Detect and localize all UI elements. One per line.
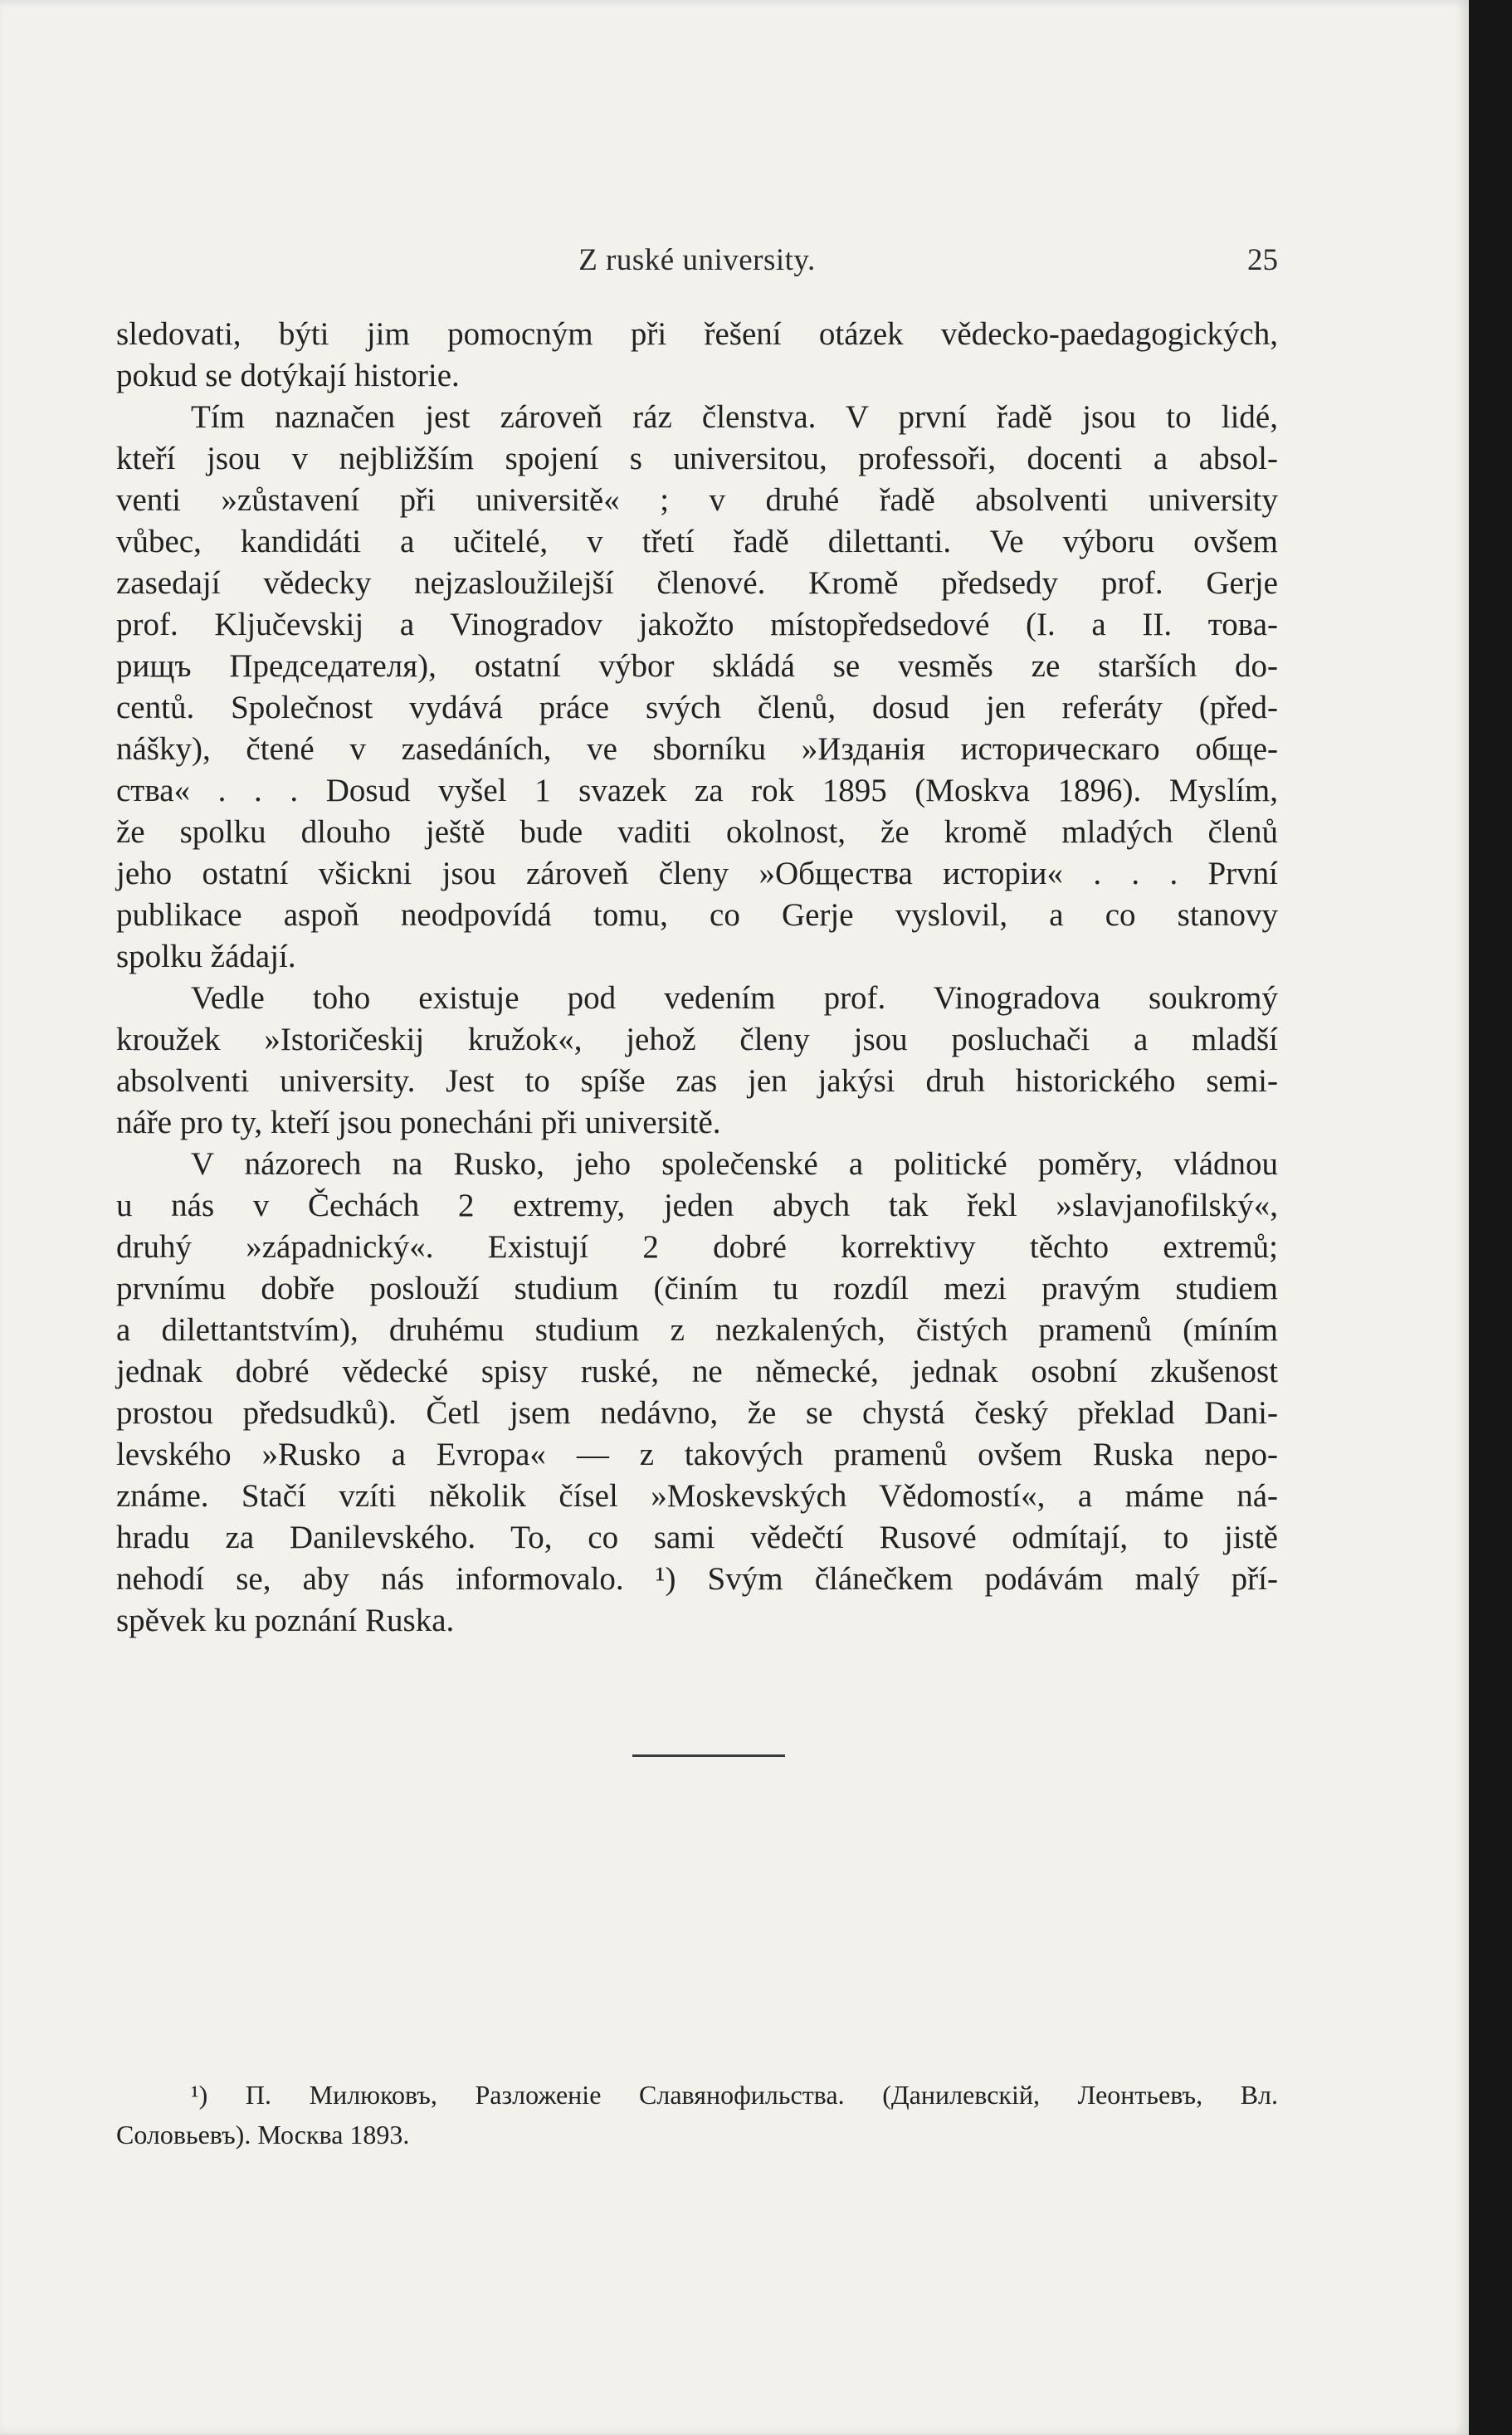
footnote <box>116 2075 1278 2154</box>
body-line-2: pokud se dotýkají historie. <box>116 358 460 393</box>
body-line-25: a dilettantstvím), druhému studium z nezkalených, čistých pramenů (míním <box>116 1312 1278 1348</box>
body-line-31: nehodí se, aby nás informovalo. ¹) Svým článečkem podávám malý pří- <box>116 1561 1278 1597</box>
body-line-8: prof. Ključevskij a Vinogradov jakožto místopředsedové (I. a II. това- <box>116 607 1278 642</box>
body-line-19: absolventi university. Jest to spíše zas jen jakýsi druh historického semi- <box>116 1063 1278 1099</box>
body-line-6: vůbec, kandidáti a učitelé, v třetí řadě dilettanti. Ve výboru ovšem <box>116 524 1278 559</box>
body-line-3: Tím naznačen jest zároveň ráz členstva. V první řadě jsou to lidé, <box>191 399 1278 435</box>
page-number: 25 <box>1247 243 1278 277</box>
body-line-18: kroužek »Istoričeskij kružok«, jehož členy jsou posluchači a mladší <box>116 1022 1278 1057</box>
body-line-21: V názorech na Rusko, jeho společenské a politické poměry, vládnou <box>191 1146 1278 1182</box>
body-line-12: ства« . . . Dosud vyšel 1 svazek za rok 1895 (Moskva 1896). Myslím, <box>116 773 1278 808</box>
running-head-title: Z ruské university. <box>578 243 816 277</box>
body-line-4: kteří jsou v nejbližším spojení s universitou, professoři, docenti a absol- <box>116 441 1278 476</box>
body-line-28: levského »Rusko a Evropa« — z takových pramenů ovšem Ruska nepo- <box>116 1437 1278 1472</box>
body-line-17: Vedle toho existuje pod vedením prof. Vinogradova soukromý <box>191 980 1278 1016</box>
footnote-line-2: Соловьевъ). Москва 1893. <box>116 2120 410 2150</box>
body-line-32: spěvek ku poznání Ruska. <box>116 1603 455 1638</box>
body-line-29: známe. Stačí vzíti několik čísel »Moskevských Vědomostí«, a máme ná- <box>116 1478 1278 1514</box>
body-line-13: že spolku dlouho ještě bude vaditi okolnost, že kromě mladých členů <box>116 814 1278 850</box>
footnote-line-1: ¹) П. Милюковъ, Разложеніе Славянофильства. (Данилевскій, Леонтьевъ, Вл. <box>191 2080 1278 2110</box>
footnote-separator-rule <box>632 1754 785 1757</box>
body-line-9: рищъ Председателя), ostatní výbor skládá se vesměs ze starších do- <box>116 648 1278 684</box>
body-line-22: u nás v Čechách 2 extremy, jeden abych tak řekl »slavjanofilský«, <box>116 1188 1278 1223</box>
body-line-16: spolku žádají. <box>116 939 296 974</box>
body-line-20: náře pro ty, kteří jsou ponecháni při universitě. <box>116 1105 721 1140</box>
body-line-10: centů. Společnost vydává práce svých členů, dosud jen referáty (před- <box>116 690 1278 725</box>
body-line-30: hradu za Danilevského. To, co sami vědečtí Rusové odmítají, to jistě <box>116 1520 1278 1555</box>
body-line-5: venti »zůstavení při universitě« ; v druhé řadě absolventi university <box>116 482 1278 518</box>
body-line-15: publikace aspoň neodpovídá tomu, co Gerje vyslovil, a co stanovy <box>116 897 1278 933</box>
scan-dark-edge <box>1469 0 1512 2435</box>
body-line-27: prostou předsudků). Četl jsem nedávno, že se chystá český překlad Dani- <box>116 1395 1278 1431</box>
running-head <box>116 242 1278 284</box>
body-line-23: druhý »západnický«. Existují 2 dobré korrektivy těchto extremů; <box>116 1229 1278 1265</box>
body-text <box>116 314 1278 1642</box>
body-line-7: zasedají vědecky nejzasloužilejší členové. Kromě předsedy prof. Gerje <box>116 565 1278 601</box>
body-line-24: prvnímu dobře poslouží studium (činím tu rozdíl mezi pravým studiem <box>116 1271 1278 1306</box>
body-line-26: jednak dobré vědecké spisy ruské, ne německé, jednak osobní zkušenost <box>116 1354 1278 1389</box>
body-line-11: nášky), čtené v zasedáních, ve sborníku »Изданія историческаго обще- <box>116 731 1278 767</box>
body-line-1: sledovati, býti jim pomocným při řešení otázek vědecko-paedagogických, <box>116 316 1278 352</box>
body-line-14: jeho ostatní všickni jsou zároveň členy »Общества исторіи« . . . První <box>116 856 1278 891</box>
